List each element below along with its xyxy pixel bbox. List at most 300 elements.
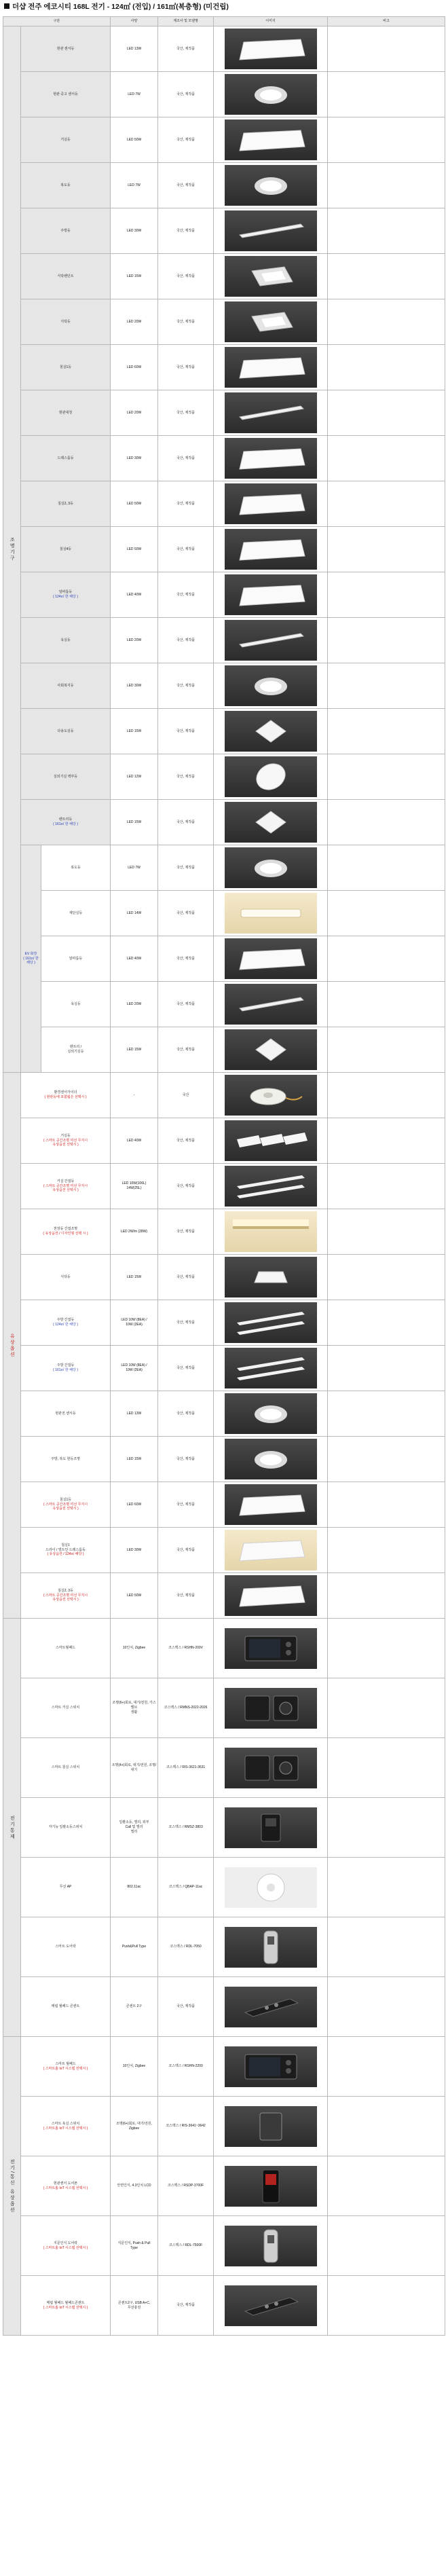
remarks-cell (328, 618, 445, 663)
image-cell (214, 1528, 328, 1573)
remarks-cell (328, 1738, 445, 1798)
remarks-cell (328, 117, 445, 163)
maker-cell: 국산, 제작품 (158, 527, 214, 572)
spec-cell: LED 14W (111, 891, 158, 936)
maker-cell: 국산, 제작품 (158, 1391, 214, 1437)
item-name-cell (21, 800, 111, 845)
image-cell (214, 481, 328, 527)
maker-cell: 국산, 제작품 (158, 1528, 214, 1573)
item-name-cell (21, 1300, 111, 1346)
remarks-cell (328, 982, 445, 1027)
table-row (3, 572, 445, 618)
item-name-cell (21, 754, 111, 800)
item-name: 현관 센서등 (56, 46, 75, 51)
maker-cell: 국산, 제작품 (158, 800, 214, 845)
table-body (3, 26, 445, 2336)
remarks-cell (328, 254, 445, 299)
remarks-cell (328, 1346, 445, 1391)
item-name: 복도등 (71, 865, 81, 870)
maker-cell: 국산, 제작품 (158, 891, 214, 936)
item-name-cell (21, 1255, 111, 1300)
spec-cell: LED 12W (111, 754, 158, 800)
round-downlight-icon (225, 165, 317, 206)
square-light-icon (225, 802, 317, 843)
item-name: 알파룸등 (69, 956, 83, 961)
remarks-cell (328, 390, 445, 436)
image-cell (214, 1391, 328, 1437)
table-row (3, 754, 445, 800)
item-note: ( 스마트홈 IoT 시스템 선택시 ) (43, 2066, 88, 2071)
maker-cell: 국산, 제작품 (158, 254, 214, 299)
item-name: 계단실등 (69, 910, 83, 915)
item-name: 스마트 침실 스위치 (51, 1765, 80, 1770)
remarks-cell (328, 1858, 445, 1917)
round-downlight-icon (225, 74, 317, 115)
table-row (3, 1573, 445, 1619)
item-name: 복도등 (60, 183, 71, 187)
item-name-cell (21, 254, 111, 299)
panel-light-icon (225, 438, 317, 479)
spec-cell: LED 13W (111, 1391, 158, 1437)
image-cell (214, 1619, 328, 1678)
item-name: 현관 중고 센서등 (53, 92, 78, 96)
col-header-category: 구분 (3, 17, 111, 26)
wall-pad-icon (225, 2046, 317, 2087)
item-name: 주방 간접등 (56, 1318, 75, 1323)
remarks-cell (328, 72, 445, 117)
image-cell (214, 1027, 328, 1073)
image-cell (214, 1255, 328, 1300)
table-row (3, 1164, 445, 1209)
square-light-icon (225, 1029, 317, 1070)
spec-cell: 10인치, Zigbee (111, 1619, 158, 1678)
spec-cell: 일괄소등, 엘리, 외부 Call 및 엘리 엘리 (111, 1798, 158, 1858)
image-cell (214, 936, 328, 982)
item-name: 지문인식 도어락 (53, 2241, 78, 2245)
linear-light-icon (225, 984, 317, 1025)
item-name: 스마트 월패드 (55, 2061, 76, 2066)
remarks-cell (328, 1798, 445, 1858)
table-row (3, 390, 445, 436)
item-name: 현관전 센서등 (55, 1411, 76, 1416)
table-row (3, 1346, 445, 1391)
item-name: 실외기실 벽부등 (53, 774, 78, 779)
spec-cell: LED 30W (111, 663, 158, 709)
image-cell (214, 618, 328, 663)
remarks-cell (328, 1482, 445, 1528)
maker-cell: 코스맥스 / RDL-7050 (158, 1917, 214, 1977)
item-name-cell (21, 1573, 111, 1619)
image-cell (214, 436, 328, 481)
remarks-cell (328, 1573, 445, 1619)
item-name: 침실1 드라이 / 빌트인 드레스룸등 (45, 1543, 86, 1552)
remarks-cell (328, 1977, 445, 2037)
remarks-cell (328, 572, 445, 618)
table-row (3, 1118, 445, 1164)
spec-cell: LED 20W (111, 299, 158, 345)
linear-light-icon (225, 392, 317, 433)
remarks-cell (328, 1391, 445, 1437)
image-cell (214, 1977, 328, 2037)
maker-cell: 코스맥스 / RMSZ-3803 (158, 1798, 214, 1858)
image-cell (214, 1678, 328, 1738)
item-name: 침실2, 3등 (58, 501, 73, 506)
maker-cell: 국산, 제작품 (158, 72, 214, 117)
spec-cell: LED 30W (111, 208, 158, 254)
item-note: ( 161㎡ 한 해당 ) (53, 1368, 78, 1372)
table-row (3, 1209, 445, 1255)
spec-cell: LED 50W (111, 481, 158, 527)
spec-table (3, 16, 445, 2336)
spec-cell: 지문인식, Push & Pull Type (111, 2216, 158, 2276)
group-label-lighting: 조명기구 (3, 26, 21, 1073)
table-row (3, 527, 445, 572)
image-cell (214, 208, 328, 254)
item-name-cell (21, 1391, 111, 1437)
remarks-cell (328, 481, 445, 527)
item-name-cell (21, 1738, 111, 1798)
table-row (3, 1858, 445, 1917)
item-name: 침실4등 (59, 547, 72, 551)
remarks-cell (328, 1678, 445, 1738)
table-row (3, 2156, 445, 2216)
remarks-cell (328, 436, 445, 481)
item-note: ( 유상옵션 / 디자인형 선택 시 ) (43, 1232, 88, 1236)
item-name-cell (21, 26, 111, 72)
round-downlight-icon (225, 1439, 317, 1479)
maker-cell: 국산, 제작품 (158, 1300, 214, 1346)
item-name-cell (21, 2276, 111, 2336)
item-name-cell (21, 481, 111, 527)
maker-cell: 국산, 제작품 (158, 481, 214, 527)
table-row (3, 1738, 445, 1798)
image-cell (214, 117, 328, 163)
item-name-cell (21, 1977, 111, 2037)
image-cell (214, 254, 328, 299)
table-row (3, 1027, 445, 1073)
spec-cell: LED 40W (111, 936, 158, 982)
maker-cell: 국산, 제작품 (158, 2276, 214, 2336)
item-name: 환경센서가이더 (54, 1090, 77, 1095)
table-row (3, 345, 445, 390)
item-note: ( 유상옵션 / 124㎡ 해당 ) (47, 1552, 84, 1557)
wireless-ap-icon (225, 1867, 317, 1908)
maker-cell: 국산, 제작품 (158, 1573, 214, 1619)
spec-cell: 안면인식, 4.3인치 LCD (111, 2156, 158, 2216)
item-name: 드레스룸등 (57, 456, 74, 460)
panel-light-icon (225, 938, 317, 979)
item-name-cell (21, 436, 111, 481)
spec-cell: LED 15W (111, 1027, 158, 1073)
item-name-cell (21, 1619, 111, 1678)
remarks-cell (328, 1164, 445, 1209)
item-name: 팬트리 / 실외기실등 (67, 1045, 84, 1054)
ceiling-box-icon (225, 1257, 317, 1298)
image-cell (214, 1482, 328, 1528)
remarks-cell (328, 527, 445, 572)
spec-cell: LED 20W (111, 618, 158, 663)
spec-cell: LED 10W (8EA) / 10W (2EA) (111, 1300, 158, 1346)
item-note: ( 161㎡ 한 해당 ) (53, 822, 78, 826)
item-note: ( 스마트 공간조명 미선 무지시 유상옵션 선택시 ) (43, 1502, 88, 1511)
item-name-cell (41, 891, 111, 936)
table-row (3, 1798, 445, 1858)
item-name-cell (21, 299, 111, 345)
spec-cell: 10인치, Zigbee (111, 2037, 158, 2097)
image-cell (214, 1798, 328, 1858)
cove-light-icon (225, 1211, 317, 1252)
spec-cell: LED 50W (111, 117, 158, 163)
item-name: 스마트월패드 (56, 1646, 75, 1651)
remarks-cell (328, 1073, 445, 1118)
item-name: 침실2, 3등 (58, 1588, 73, 1593)
image-cell (214, 845, 328, 891)
panel-light-icon (225, 1575, 317, 1616)
image-cell (214, 891, 328, 936)
spec-cell: LED 7W (111, 845, 158, 891)
image-cell (214, 2156, 328, 2216)
spec-cell: LED 30W (111, 436, 158, 481)
remarks-cell (328, 1027, 445, 1073)
panel-light-icon (225, 347, 317, 388)
table-row (3, 299, 445, 345)
remarks-cell (328, 800, 445, 845)
item-name: 알파룸등 (58, 590, 73, 595)
maker-cell: 국산, 제작품 (158, 1209, 214, 1255)
table-row (3, 1482, 445, 1528)
item-note: ( 스마트홈 IoT 시스템 선택시 ) (43, 2186, 88, 2190)
image-cell (214, 1073, 328, 1118)
remarks-cell (328, 709, 445, 754)
item-name-cell (21, 1118, 111, 1164)
item-note: ( 스마트 공간조명 미선 무지시 유상옵션 선택시 ) (43, 1593, 88, 1602)
item-name-cell (21, 2037, 111, 2097)
table-row (3, 663, 445, 709)
floor-outlet-icon (225, 2285, 317, 2326)
bullet-square-icon (4, 3, 10, 9)
smart-switch-icon (225, 1688, 317, 1729)
square-light-icon (225, 711, 317, 752)
maker-cell: 국산, 제작품 (158, 1027, 214, 1073)
door-lock-icon (225, 1927, 317, 1968)
spec-cell: LED 40W (111, 1118, 158, 1164)
maker-cell: 국산, 제작품 (158, 345, 214, 390)
bath-switch-icon (225, 2106, 317, 2147)
item-name-cell (21, 709, 111, 754)
spec-cell: LED 7W (111, 163, 158, 208)
item-note: ( 스마트 공간조명 미선 무지시 유상옵션 선택시 ) (43, 1138, 88, 1147)
image-cell (214, 1573, 328, 1619)
image-cell (214, 26, 328, 72)
image-cell (214, 709, 328, 754)
item-name: 주방등 (60, 228, 71, 233)
wall-pad-icon (225, 1628, 317, 1669)
remarks-cell (328, 1255, 445, 1300)
item-name-cell (21, 1917, 111, 1977)
maker-cell: 코스맥스 / RMNS-2022-2026 (158, 1678, 214, 1738)
image-cell (214, 72, 328, 117)
group-label-options: 유상옵션 (3, 1073, 21, 1619)
item-name: 욕실등 (60, 638, 71, 642)
table-row (3, 1073, 445, 1118)
table-row (3, 117, 445, 163)
item-note: ( 124㎡ 한 해당 ) (53, 1323, 78, 1327)
panel-light-icon (225, 574, 317, 615)
table-row (3, 2276, 445, 2336)
table-row (3, 208, 445, 254)
double-linear-icon (225, 1302, 317, 1343)
spec-cell: LED 15W (111, 800, 158, 845)
item-name: 거실 간접등 (56, 1179, 75, 1183)
item-name-cell (21, 663, 111, 709)
remarks-cell (328, 299, 445, 345)
image-cell (214, 572, 328, 618)
item-name-cell (21, 2156, 111, 2216)
item-name-cell (21, 1482, 111, 1528)
maker-cell: 국산, 제작품 (158, 163, 214, 208)
maker-cell: 국산, 제작품 (158, 618, 214, 663)
sensor-device-icon (225, 1075, 317, 1116)
item-note: ( 현관등에 포함됨은 선택시 ) (44, 1095, 87, 1099)
table-row (3, 254, 445, 299)
item-note: ( 스마트홈 IoT 시스템 선택시 ) (43, 2245, 88, 2250)
maker-cell: 코스맥스 / RIS-3641~3642 (158, 2097, 214, 2156)
image-cell (214, 2097, 328, 2156)
table-row (3, 1437, 445, 1482)
image-cell (214, 2276, 328, 2336)
maker-cell: 국산, 제작품 (158, 754, 214, 800)
item-name-cell (21, 1858, 111, 1917)
spec-cell: LED 7W (111, 72, 158, 117)
table-row (3, 481, 445, 527)
image-cell (214, 663, 328, 709)
remarks-cell (328, 663, 445, 709)
remarks-cell (328, 208, 445, 254)
item-name-cell (41, 1027, 111, 1073)
item-name: 욕실등 (71, 1001, 81, 1006)
door-lock-icon (225, 2226, 317, 2266)
maker-cell: 코스맥스 / RIS-3621-3631 (158, 1738, 214, 1798)
item-name-cell (41, 936, 111, 982)
panel-light-icon (225, 119, 317, 160)
table-row (3, 2037, 445, 2097)
item-name-cell (21, 1798, 111, 1858)
item-note: ( 스마트홈 IoT 시스템 선택시 ) (43, 2126, 88, 2131)
double-linear-icon (225, 1166, 317, 1207)
remarks-cell (328, 1300, 445, 1346)
spec-cell: LED 20W (111, 982, 158, 1027)
table-row (3, 1528, 445, 1573)
item-name: 거실등 (60, 1133, 71, 1138)
image-cell (214, 1209, 328, 1255)
round-downlight-icon (225, 847, 317, 888)
square-frame-light-icon (225, 301, 317, 342)
batch-switch-icon (225, 1807, 317, 1848)
remarks-cell (328, 163, 445, 208)
item-name: 천장등 간접조명 (53, 1227, 78, 1232)
item-name-cell (21, 2216, 111, 2276)
table-row (3, 1300, 445, 1346)
spec-cell: 802.11ac (111, 1858, 158, 1917)
remarks-cell (328, 754, 445, 800)
table-row (3, 1255, 445, 1300)
panel-light-icon (225, 483, 317, 524)
col-header-spec: 사양 (111, 17, 158, 26)
image-cell (214, 754, 328, 800)
image-cell (214, 982, 328, 1027)
spec-cell: 콘센트 2구 (111, 1977, 158, 2037)
spec-cell: LED 15W (111, 1437, 158, 1482)
square-frame-light-icon (225, 256, 317, 297)
item-name-cell (21, 1209, 111, 1255)
warm-panel-icon (225, 1530, 317, 1570)
table-row (3, 2097, 445, 2156)
item-name-cell (21, 390, 111, 436)
table-row (3, 1391, 445, 1437)
maker-cell: 국산, 제작품 (158, 1164, 214, 1209)
item-name: 식탁등 (60, 319, 71, 324)
item-name-cell (21, 1073, 111, 1118)
item-name: 매립 월패드 콘센트 (51, 2004, 80, 2009)
item-name-cell (21, 527, 111, 572)
table-row (3, 26, 445, 72)
spec-cell: LED 10W (8EA) / 10W (2EA) (111, 1346, 158, 1391)
image-cell (214, 1437, 328, 1482)
image-cell (214, 345, 328, 390)
item-note: ( 124㎡ 한 해당 ) (53, 595, 78, 599)
spec-cell: LED 15W (111, 254, 158, 299)
item-name: 스마트 도어락 (55, 1945, 76, 1949)
spec-cell: 조명(6+)회로, 대기/전원, Zigbee (111, 2097, 158, 2156)
spec-cell: LED 60W (111, 345, 158, 390)
maker-cell: 국산, 제작품 (158, 982, 214, 1027)
maker-cell: 국산, 제작품 (158, 26, 214, 72)
table-row (3, 1678, 445, 1738)
table-row (3, 936, 445, 982)
maker-cell: 국산, 제작품 (158, 390, 214, 436)
linear-light-icon (225, 620, 317, 661)
item-name: 주방 간접등 (56, 1363, 75, 1368)
item-name: 침실1등 (59, 1497, 72, 1502)
item-name-cell (21, 1678, 111, 1738)
col-header-image: 이미지 (214, 17, 328, 26)
image-cell (214, 1738, 328, 1798)
round-downlight-icon (225, 665, 317, 706)
table-header (3, 17, 445, 26)
item-name: 자기능 일괄소등스위치 (48, 1825, 83, 1830)
item-name: 침실1등 (59, 365, 72, 369)
remarks-cell (328, 1209, 445, 1255)
item-name-cell (21, 345, 111, 390)
maker-cell: 국산, 제작품 (158, 1482, 214, 1528)
remarks-cell (328, 2156, 445, 2216)
item-name: 무선 AP (59, 1885, 72, 1890)
remarks-cell (328, 845, 445, 891)
table-row (3, 1917, 445, 1977)
maker-cell: 국산, 제작품 (158, 299, 214, 345)
spec-cell: LED 30W (111, 1528, 158, 1573)
image-cell (214, 163, 328, 208)
smart-switch-icon (225, 1748, 317, 1788)
maker-cell: 국산, 제작품 (158, 436, 214, 481)
remarks-cell (328, 1118, 445, 1164)
table-row (3, 72, 445, 117)
image-cell (214, 1300, 328, 1346)
remarks-cell (328, 1619, 445, 1678)
item-name: 식탁등 (60, 1274, 71, 1279)
item-name-cell (21, 572, 111, 618)
item-name: 다용도실등 (57, 729, 74, 733)
